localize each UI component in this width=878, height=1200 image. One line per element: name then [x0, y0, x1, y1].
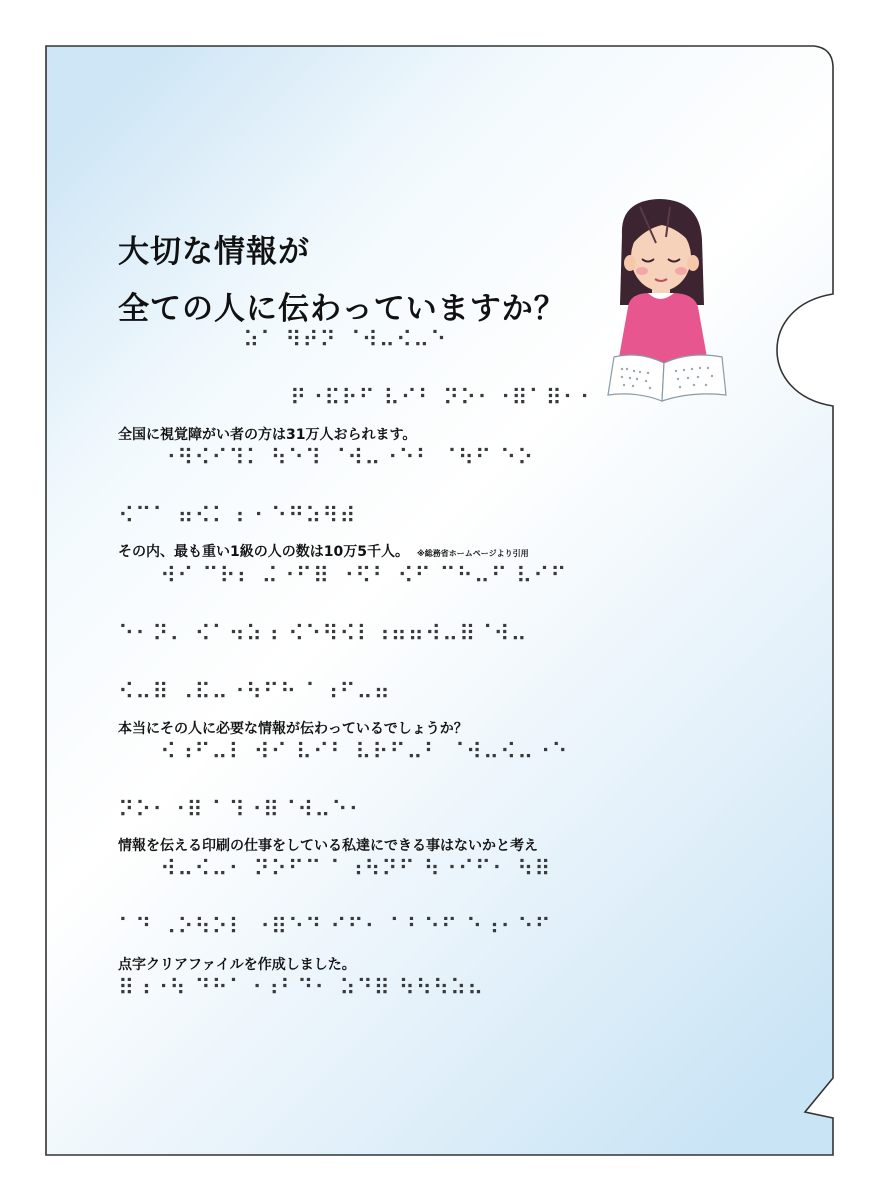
braille-row-10: ⠺⠤⠪⠤⠂ ⠝⠕⠋⠉ ⠁⠰⠳⠝⠋ ⠳⠐⠊⠋⠂ ⠳⠿ — [160, 857, 552, 882]
paragraph-5: 点字クリアファイルを作成しました。 — [118, 957, 356, 973]
source-note: ※総務省ホームページより引用 — [416, 549, 529, 558]
braille-row-3: ⠐⠻⠪⠊⠹⠅ ⠳⠑⠹ ⠈⠺⠤⠐⠑⠃ ⠈⠳⠋ ⠑⠕ — [160, 446, 535, 471]
braille-row-1: ⠵⠁ ⠻⠞⠝ ⠈⠺⠤⠪⠤⠑ — [243, 328, 448, 353]
title-line-2: 全ての人に伝わっていますか？ — [118, 291, 566, 327]
paragraph-1: 全国に視覚障がい者の方は31万人おられます。 — [118, 427, 417, 443]
braille-row-11: ⠁⠙ ⠠⠕⠳⠕⠇ ⠐⠿⠑⠙ ⠊⠋⠂ ⠁⠃⠑⠋ ⠑⠰⠂⠑⠋ — [118, 915, 552, 940]
title-line-1: 大切な情報が — [118, 234, 310, 270]
braille-row-4: ⠪⠉⠁ ⠶⠪⠅⠰ ⠂⠑⠛⠵⠻⠾ — [118, 504, 357, 529]
braille-row-5: ⠺⠊ ⠉⠗⠆ ⠬⠐⠋⠿ ⠐⠫⠃ ⠪⠋ ⠉⠓⠤⠋ ⠧⠊⠋ — [160, 564, 568, 589]
paragraph-3: 本当にその人に必要な情報が伝わっているでしょうか？ — [118, 721, 468, 737]
girl-reading-braille-illustration — [600, 195, 730, 405]
paragraph-2-text: その内、最も重い1級の人の数は10万5千人。 — [118, 544, 409, 560]
braille-row-8: ⠪⠰⠋⠤⠇ ⠺⠊ ⠧⠊⠃ ⠧⠗⠋⠤⠃ ⠈⠺⠤⠪⠤⠐⠑ — [160, 740, 569, 765]
braille-row-2: ⠟⠐⠯⠗⠋ ⠧⠊⠃ ⠝⠕⠂⠐⠿⠁⠿⠂⠂ — [290, 386, 597, 411]
braille-row-12: ⠿⠰⠐⠳ ⠙⠓⠁⠐⠰⠃⠙⠂ ⠵⠙⠿ ⠳⠳⠳⠵⠦ — [118, 976, 485, 1001]
braille-row-9: ⠝⠕⠂⠐⠿ ⠁⠹⠐⠿⠈⠺⠤⠑⠂ — [118, 798, 366, 823]
braille-row-7: ⠪⠤⠿ ⠠⠯⠤⠐⠳⠋⠓ ⠁⠰⠋⠤⠶ — [118, 680, 391, 705]
paragraph-2 — [118, 541, 529, 561]
braille-row-6: ⠑⠂⠝⠄ ⠪⠁⠲⠵⠰ ⠪⠑⠻⠪⠇⠰⠶⠶⠺⠤⠿⠈⠺⠤ — [118, 622, 528, 647]
paragraph-4: 情報を伝える印刷の仕事をしている私達にできる事はないかと考え — [118, 838, 538, 854]
